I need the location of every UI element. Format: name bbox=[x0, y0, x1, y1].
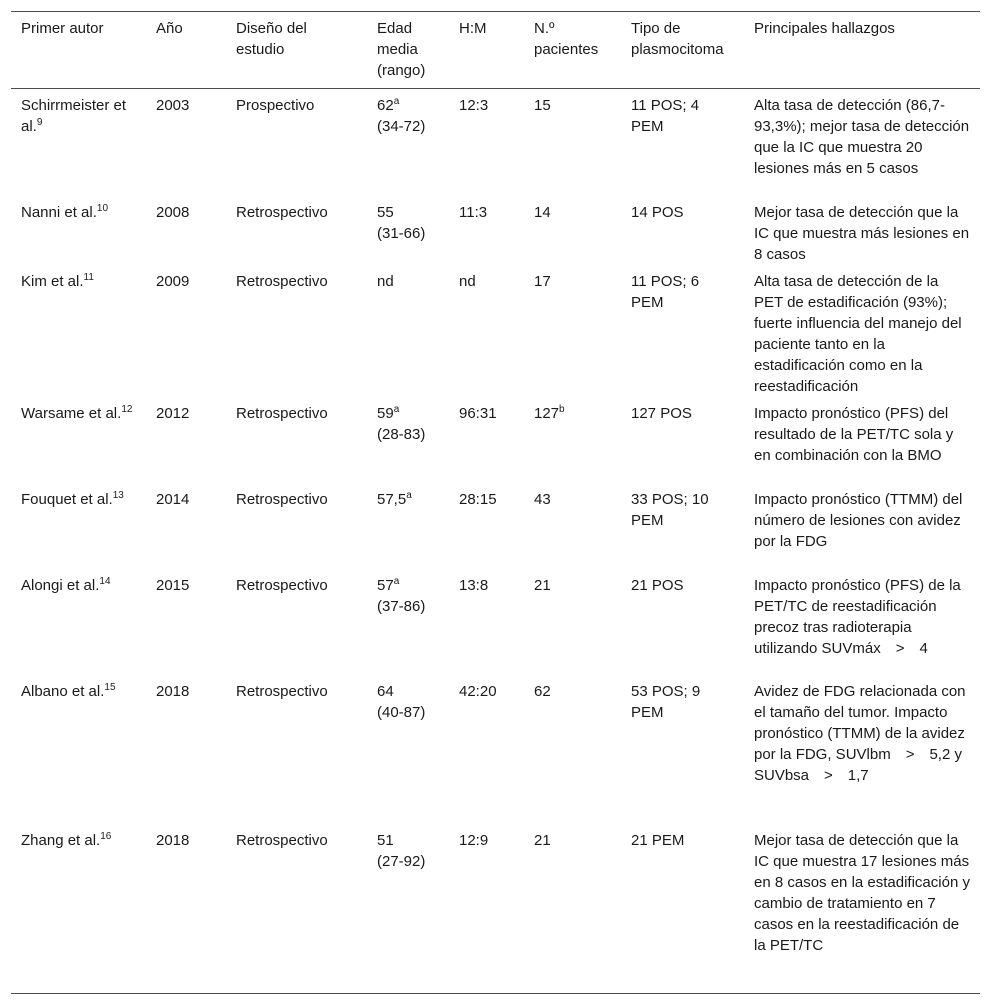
cell-year bbox=[146, 675, 226, 824]
age-value: 62 bbox=[377, 97, 394, 114]
header-design: Diseño del estudio bbox=[236, 20, 307, 58]
cell-year bbox=[146, 824, 226, 994]
cell-ratio bbox=[449, 196, 524, 265]
ratio-value: 42:20 bbox=[459, 682, 497, 700]
cell-findings bbox=[744, 89, 980, 196]
author-ref: 16 bbox=[100, 830, 112, 842]
cell-author bbox=[11, 89, 146, 196]
table-row bbox=[11, 483, 980, 569]
studies-table-container bbox=[11, 11, 980, 994]
cell-design bbox=[226, 196, 367, 265]
header-type: Tipo de plasmocitoma bbox=[631, 20, 724, 58]
author-ref: 9 bbox=[36, 117, 43, 128]
cell-author bbox=[11, 569, 146, 675]
year-value: 2018 bbox=[156, 682, 190, 700]
author-name: Alongi et al. bbox=[21, 576, 100, 594]
cell-author bbox=[11, 483, 146, 569]
age-range: (28-83) bbox=[377, 425, 426, 443]
author-ref: 14 bbox=[99, 575, 111, 587]
age-value: nd bbox=[377, 272, 394, 290]
patients-value: 43 bbox=[534, 490, 551, 508]
author-name: Albano et al. bbox=[21, 682, 105, 700]
age-note: a bbox=[393, 403, 400, 415]
cell-findings bbox=[744, 824, 980, 994]
author-name: Warsame et al. bbox=[21, 404, 122, 422]
design-value: Retrospectivo bbox=[236, 203, 328, 221]
age-range: (27-92) bbox=[377, 852, 426, 870]
cell-age bbox=[367, 265, 449, 397]
patients-note: b bbox=[559, 403, 565, 415]
cell-patients bbox=[524, 483, 621, 569]
header-row bbox=[11, 12, 980, 89]
cell-patients bbox=[524, 265, 621, 397]
cell-ratio bbox=[449, 675, 524, 824]
cell-age bbox=[367, 483, 449, 569]
patients-value: 127 bbox=[534, 404, 560, 422]
cell-ratio bbox=[449, 265, 524, 397]
age-value: 51 bbox=[377, 831, 394, 849]
cell-author bbox=[11, 196, 146, 265]
type-value: 21 POS bbox=[631, 576, 684, 594]
cell-year bbox=[146, 483, 226, 569]
cell-design bbox=[226, 397, 367, 483]
cell-patients bbox=[524, 569, 621, 675]
cell-patients bbox=[524, 824, 621, 994]
type-value: 127 POS bbox=[631, 404, 692, 422]
header-findings: Principales hallazgos bbox=[754, 20, 895, 37]
cell-findings bbox=[744, 483, 980, 569]
design-value: Prospectivo bbox=[236, 97, 315, 114]
type-value: 11 POS; 4 PEM bbox=[631, 97, 700, 135]
cell-patients bbox=[524, 675, 621, 824]
cell-author bbox=[11, 265, 146, 397]
table-row bbox=[11, 824, 980, 994]
design-value: Retrospectivo bbox=[236, 682, 328, 700]
cell-design bbox=[226, 89, 367, 196]
author-name: Kim et al. bbox=[21, 272, 84, 290]
cell-age bbox=[367, 196, 449, 265]
cell-findings bbox=[744, 397, 980, 483]
table-row bbox=[11, 89, 980, 196]
findings-value: Alta tasa de detección (86,7-93,3%); mejor tasa de detección que la IC que muestra 20 lesiones más en 5 casos bbox=[754, 97, 970, 177]
age-range: (37-86) bbox=[377, 597, 426, 615]
cell-design bbox=[226, 483, 367, 569]
ratio-value: 12:3 bbox=[459, 97, 489, 114]
patients-value: 17 bbox=[534, 272, 551, 290]
author-name: Schirrmeister et al. bbox=[21, 97, 127, 135]
studies-table bbox=[11, 11, 980, 994]
age-value: 59 bbox=[377, 404, 394, 422]
year-value: 2015 bbox=[156, 576, 190, 594]
cell-findings bbox=[744, 265, 980, 397]
design-value: Retrospectivo bbox=[236, 490, 328, 508]
year-value: 2009 bbox=[156, 272, 190, 290]
cell-type bbox=[621, 265, 744, 397]
age-value: 57 bbox=[377, 576, 394, 594]
design-value: Retrospectivo bbox=[236, 831, 328, 849]
age-value: 64 bbox=[377, 682, 394, 700]
ratio-value: nd bbox=[459, 272, 476, 290]
cell-design bbox=[226, 265, 367, 397]
cell-type bbox=[621, 89, 744, 196]
cell-ratio bbox=[449, 569, 524, 675]
cell-author bbox=[11, 397, 146, 483]
cell-age bbox=[367, 569, 449, 675]
cell-year bbox=[146, 265, 226, 397]
cell-author bbox=[11, 675, 146, 824]
age-range: (31-66) bbox=[377, 224, 426, 242]
cell-ratio bbox=[449, 89, 524, 196]
table-header bbox=[11, 12, 980, 89]
cell-type bbox=[621, 824, 744, 994]
cell-type bbox=[621, 675, 744, 824]
ratio-value: 11:3 bbox=[459, 203, 488, 221]
author-ref: 10 bbox=[96, 202, 109, 214]
age-value: 55 bbox=[377, 203, 394, 221]
cell-findings bbox=[744, 569, 980, 675]
year-value: 2014 bbox=[156, 490, 190, 508]
age-note: a bbox=[406, 489, 412, 501]
year-value: 2003 bbox=[156, 97, 190, 114]
table-row bbox=[11, 569, 980, 675]
type-value: 11 POS; 6 PEM bbox=[631, 272, 700, 311]
design-value: Retrospectivo bbox=[236, 272, 328, 290]
type-value: 14 POS bbox=[631, 203, 684, 221]
findings-value: Impacto pronóstico (PFS) de la PET/TC de reestadificación precoz tras radioterapia utilizando SUVmáx > 4 bbox=[754, 576, 961, 657]
header-year: Año bbox=[156, 20, 183, 37]
cell-type bbox=[621, 483, 744, 569]
table-row bbox=[11, 265, 980, 397]
patients-value: 62 bbox=[534, 682, 551, 700]
author-ref: 12 bbox=[121, 403, 133, 415]
cell-findings bbox=[744, 675, 980, 824]
cell-ratio bbox=[449, 397, 524, 483]
findings-value: Mejor tasa de detección que la IC que muestra 17 lesiones más en 8 casos en la estadificación y cambio de tratamiento en 7 casos en la reestadificación de la PET/TC bbox=[754, 831, 970, 954]
cell-age bbox=[367, 89, 449, 196]
ratio-value: 96:31 bbox=[459, 404, 497, 422]
cell-type bbox=[621, 569, 744, 675]
author-name: Fouquet et al. bbox=[21, 490, 113, 508]
type-value: 53 POS; 9 PEM bbox=[631, 682, 701, 721]
age-value: 57,5 bbox=[377, 490, 407, 508]
author-ref: 15 bbox=[104, 681, 116, 693]
table-row bbox=[11, 196, 980, 265]
ratio-value: 13:8 bbox=[459, 576, 489, 594]
cell-type bbox=[621, 397, 744, 483]
age-range: (34-72) bbox=[377, 118, 426, 135]
patients-value: 21 bbox=[534, 576, 551, 594]
design-value: Retrospectivo bbox=[236, 404, 328, 422]
author-name: Zhang et al. bbox=[21, 831, 101, 849]
author-ref: 13 bbox=[112, 489, 124, 501]
cell-year bbox=[146, 89, 226, 196]
patients-value: 15 bbox=[534, 97, 551, 114]
year-value: 2008 bbox=[156, 203, 190, 221]
ratio-value: 28:15 bbox=[459, 490, 497, 508]
findings-value: Impacto pronóstico (TTMM) del número de lesiones con avidez por la FDG bbox=[754, 490, 963, 550]
header-patients: N.º pacientes bbox=[534, 20, 599, 58]
cell-age bbox=[367, 824, 449, 994]
ratio-value: 12:9 bbox=[459, 831, 489, 849]
header-age: Edad media (rango) bbox=[377, 20, 426, 79]
patients-value: 14 bbox=[534, 203, 551, 221]
author-ref: 11 bbox=[83, 271, 94, 283]
cell-ratio bbox=[449, 483, 524, 569]
year-value: 2012 bbox=[156, 404, 190, 422]
cell-year bbox=[146, 397, 226, 483]
cell-year bbox=[146, 569, 226, 675]
age-note: a bbox=[393, 96, 400, 107]
author-name: Nanni et al. bbox=[21, 203, 97, 221]
findings-value: Impacto pronóstico (PFS) del resultado de la PET/TC sola y en combinación con la BMO bbox=[754, 404, 954, 464]
findings-value: Avidez de FDG relacionada con el tamaño del tumor. Impacto pronóstico (TTMM) de la avidez por la FDG, SUVlbm > 5,2 y SUVbsa > 1,7 bbox=[754, 682, 966, 784]
cell-age bbox=[367, 675, 449, 824]
patients-value: 21 bbox=[534, 831, 551, 849]
age-note: a bbox=[393, 575, 400, 587]
header-author: Primer autor bbox=[21, 20, 104, 37]
cell-design bbox=[226, 824, 367, 994]
table-body bbox=[11, 89, 980, 994]
cell-type bbox=[621, 196, 744, 265]
cell-findings bbox=[744, 196, 980, 265]
cell-patients bbox=[524, 89, 621, 196]
findings-value: Mejor tasa de detección que la IC que muestra más lesiones en 8 casos bbox=[754, 203, 970, 263]
cell-patients bbox=[524, 397, 621, 483]
table-row bbox=[11, 397, 980, 483]
table-row bbox=[11, 675, 980, 824]
header-ratio: H:M bbox=[459, 20, 487, 37]
year-value: 2018 bbox=[156, 831, 190, 849]
design-value: Retrospectivo bbox=[236, 576, 328, 594]
cell-age bbox=[367, 397, 449, 483]
findings-value: Alta tasa de detección de la PET de estadificación (93%); fuerte influencia del manejo del paciente tanto en la estadificación como en la reestadificación bbox=[754, 272, 962, 395]
cell-patients bbox=[524, 196, 621, 265]
age-range: (40-87) bbox=[377, 703, 426, 721]
cell-design bbox=[226, 675, 367, 824]
cell-ratio bbox=[449, 824, 524, 994]
cell-author bbox=[11, 824, 146, 994]
type-value: 33 POS; 10 PEM bbox=[631, 490, 709, 529]
type-value: 21 PEM bbox=[631, 831, 685, 849]
cell-design bbox=[226, 569, 367, 675]
cell-year bbox=[146, 196, 226, 265]
